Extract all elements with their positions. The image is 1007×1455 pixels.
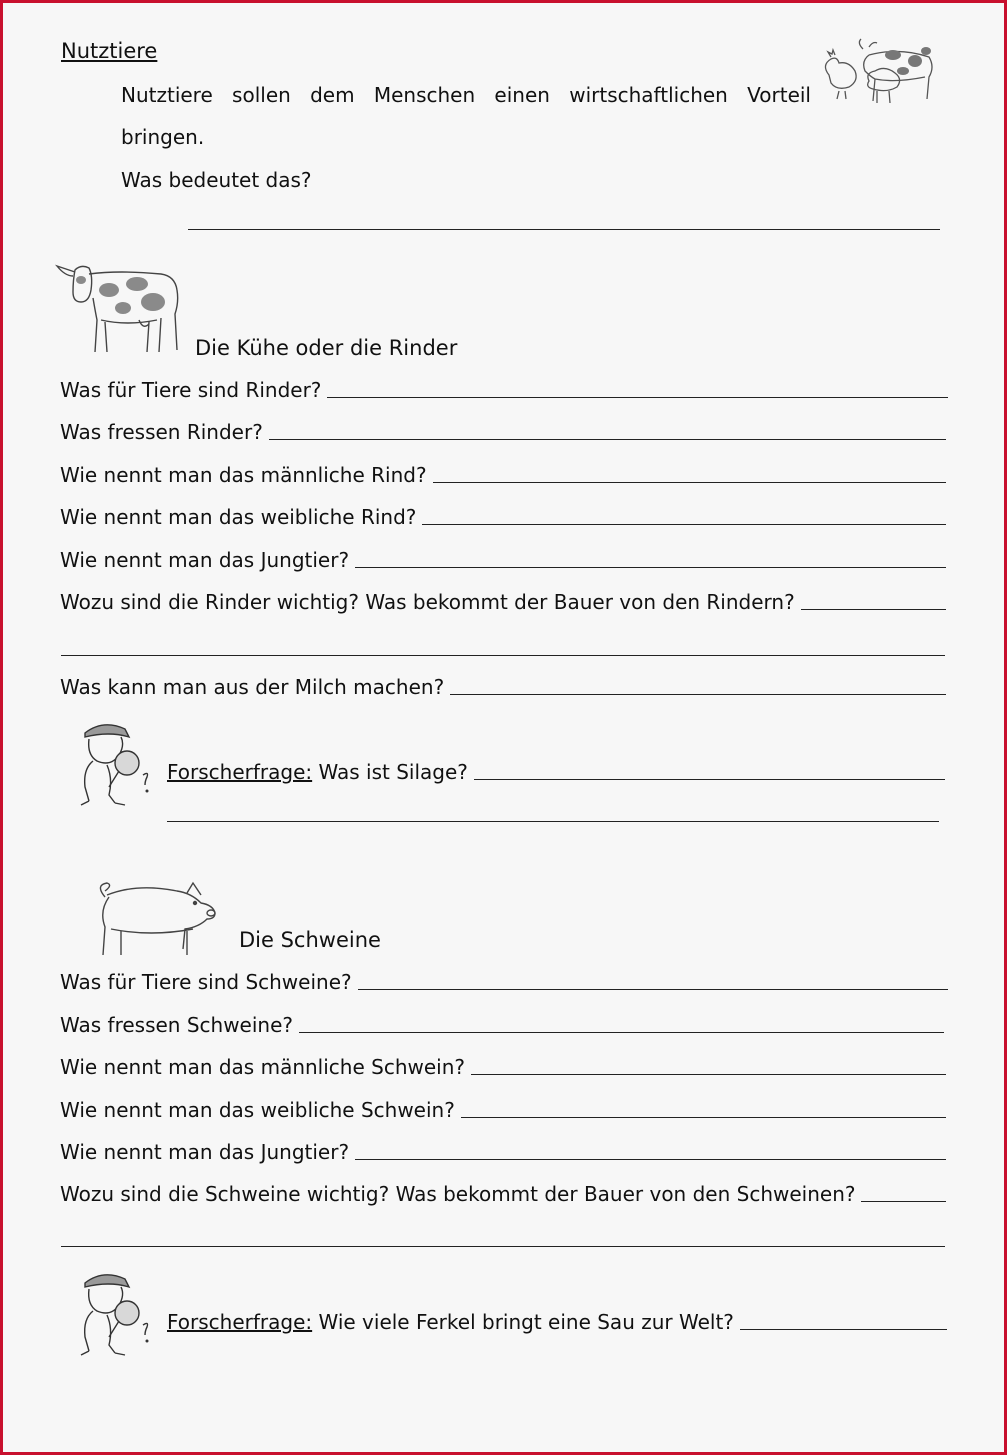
answer-line[interactable] [358, 989, 948, 990]
cattle-question-7 [60, 673, 946, 699]
question-label: Wie nennt man das weibliche Rind? [60, 505, 417, 529]
answer-line[interactable] [471, 1074, 946, 1075]
farm-animals-icon [811, 35, 943, 117]
intro-question: Was bedeutet das? [121, 168, 312, 192]
pigs-question-4 [60, 1096, 946, 1122]
cow-icon [53, 258, 185, 358]
pigs-heading: Die Schweine [239, 928, 381, 952]
question-label: Wozu sind die Schweine wichtig? Was bekommt der Bauer von den Schweinen? [60, 1182, 856, 1206]
research-question-text: Wie viele Ferkel bringt eine Sau zur Welt? [318, 1310, 734, 1334]
question-label: Wie nennt man das männliche Schwein? [60, 1055, 465, 1079]
answer-line[interactable] [167, 821, 939, 822]
answer-line[interactable] [474, 779, 945, 780]
answer-line[interactable] [327, 397, 948, 398]
cattle-question-6 [60, 588, 946, 614]
answer-line[interactable] [299, 1032, 944, 1033]
cattle-question-4 [60, 503, 946, 529]
worksheet [3, 3, 1004, 1452]
answer-line[interactable] [61, 655, 945, 656]
question-label: Was kann man aus der Milch machen? [60, 675, 445, 699]
page-title: Nutztiere [61, 39, 158, 63]
answer-line[interactable] [61, 1246, 945, 1247]
answer-line[interactable] [801, 609, 946, 610]
answer-line[interactable] [422, 524, 946, 525]
research-label: Forscherfrage: [167, 1310, 313, 1334]
answer-line[interactable] [433, 482, 946, 483]
pigs-research-question [167, 1308, 947, 1334]
pig-icon [91, 879, 223, 961]
intro-line-1: Nutztiere sollen dem Menschen einen wirtschaftlichen Vorteil [121, 83, 811, 107]
question-label: Wie nennt man das Jungtier? [60, 1140, 350, 1164]
pigs-question-5 [60, 1138, 946, 1164]
answer-line[interactable] [461, 1117, 946, 1118]
question-label: Was für Tiere sind Schweine? [60, 970, 352, 994]
pigs-question-2 [60, 1011, 944, 1037]
cattle-question-1 [60, 376, 948, 402]
pigs-question-1 [60, 968, 948, 994]
answer-line[interactable] [450, 694, 946, 695]
question-label: Was fressen Schweine? [60, 1013, 294, 1037]
answer-line[interactable] [188, 229, 940, 230]
intro-line-2: bringen. [121, 125, 205, 149]
research-label: Forscherfrage: [167, 760, 313, 784]
cattle-research-question [167, 758, 945, 784]
question-label: Wie nennt man das Jungtier? [60, 548, 350, 572]
cattle-heading: Die Kühe oder die Rinder [195, 336, 458, 360]
answer-line[interactable] [355, 567, 946, 568]
answer-line[interactable] [740, 1329, 947, 1330]
answer-line[interactable] [355, 1159, 946, 1160]
detective-icon [63, 1265, 159, 1361]
answer-line[interactable] [861, 1201, 946, 1202]
cattle-question-5 [60, 546, 946, 572]
question-label: Wie nennt man das männliche Rind? [60, 463, 427, 487]
cattle-question-3 [60, 461, 946, 487]
answer-line[interactable] [269, 439, 946, 440]
research-question-text: Was ist Silage? [318, 760, 468, 784]
question-label: Was fressen Rinder? [60, 420, 263, 444]
pigs-question-3 [60, 1053, 946, 1079]
question-label: Was für Tiere sind Rinder? [60, 378, 322, 402]
question-label: Wozu sind die Rinder wichtig? Was bekommt der Bauer von den Rindern? [60, 590, 795, 614]
pigs-question-6 [60, 1180, 946, 1206]
cattle-question-2 [60, 418, 946, 444]
question-label: Wie nennt man das weibliche Schwein? [60, 1098, 455, 1122]
detective-icon [63, 715, 159, 811]
